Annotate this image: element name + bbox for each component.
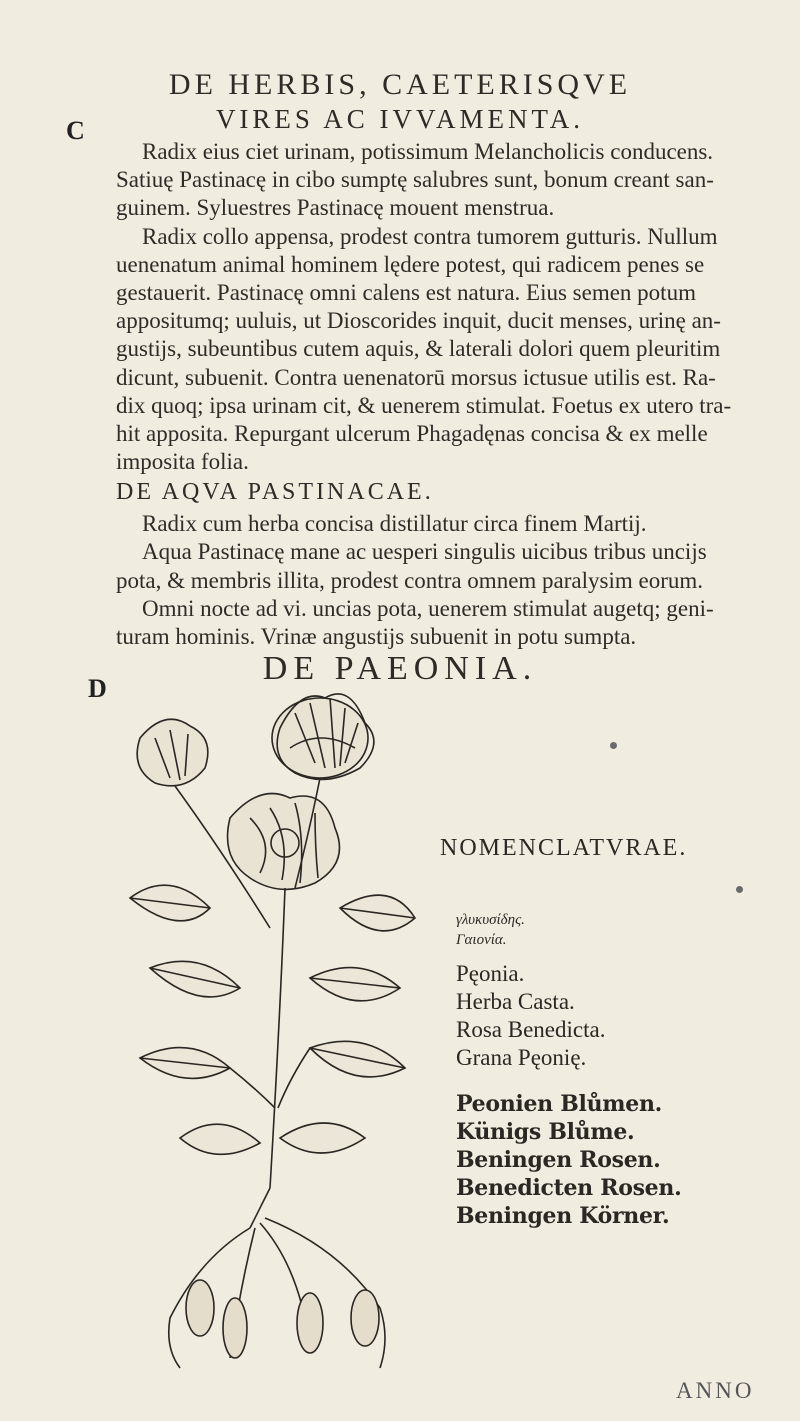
text-line: turam hominis. Vrinæ angustijs subuenit in potu sumpta. [116,624,637,650]
nomenclature-title: NOMENCLATVRAE. [440,835,688,861]
text-line: Omni nocte ad vi. uncias pota, uenerem stimulat augetq; geni- [142,595,714,621]
text-line: pota, & membris illita, prodest contra omnem paralysim eorum. [116,567,704,593]
text-line: Satiuę Pastinacę in cibo sumptę salubres sunt, bonum creant san- [116,167,714,193]
ink-spot [610,742,617,749]
text-line: Aqua Pastinacę mane ac uesperi singulis uicibus tribus uncijs [142,539,707,565]
greek-name: γλυκυσίδης. [456,912,525,928]
text-line: hit apposita. Repurgant ulcerum Phagadęnas concisa & ex melle [116,421,708,447]
section-title: DE AQVA PASTINACAE. [116,479,434,505]
text-line: Radix collo appensa, prodest contra tumorem gutturis. Nullum [142,223,718,249]
text-line: dix quoq; ipsa urinam cit, & uenerem stimulat. Foetus ex utero tra- [116,392,732,418]
margin-letter-c: C [66,116,85,145]
peony-flower-top [272,694,374,780]
paeonia-title: DE PAEONIA. [262,650,538,687]
german-name: Künigs Blůme. [456,1119,635,1145]
text-line: Radix cum herba concisa distillatur circa finem Martij. [142,511,647,537]
peony-roots [169,1188,385,1368]
german-name: Beningen Körner. [456,1203,670,1229]
catchword: ANNO [676,1378,755,1403]
peony-woodcut-svg [110,668,428,1373]
latin-name: Rosa Benedicta. [456,1017,606,1042]
peony-flower-middle [228,794,340,890]
text-line: guinem. Syluestres Pastinacę mouent menstrua. [116,195,555,221]
text-line: Radix eius ciet urinam, potissimum Melancholicis conducens. [142,139,714,164]
text-line: appositumq; uuluis, ut Dioscorides inquit, ducit menses, urinę an- [116,308,721,334]
text-line: gestauerit. Pastinacę omni calens est natura. Eius semen potum [116,280,696,306]
text-line: imposita folia. [116,449,249,475]
pastinaca-text [116,138,776,476]
aqua-pastinacae-section [116,478,776,651]
greek-name: Γαιονία. [456,932,507,948]
peony-leaves [130,885,415,1154]
latin-name: Herba Casta. [456,989,575,1014]
running-subheader: VIRES AC IVVAMENTA. [215,104,585,134]
peony-flower-left [137,719,208,786]
ink-spot [736,886,743,893]
german-name: Peonien Blůmen. [456,1091,663,1117]
german-name: Benedicten Rosen. [456,1175,682,1201]
text-line: uenenatum animal hominem lędere potest, qui radicem penes se [116,251,705,277]
text-line: gustijs, subeuntibus cutem aquis, & laterali dolori quem pleuritim [116,336,721,362]
latin-name: Pęonia. [456,961,525,986]
text-line: dicunt, subuenit. Contra uenenatorū morsus ictusue utilis est. Ra- [116,364,716,390]
german-name: Beningen Rosen. [456,1147,661,1173]
running-header: DE HERBIS, CAETERISQVE [168,68,632,101]
latin-name: Grana Pęonię. [456,1045,587,1070]
margin-letter-d: D [88,674,107,703]
peony-illustration [110,668,428,1373]
